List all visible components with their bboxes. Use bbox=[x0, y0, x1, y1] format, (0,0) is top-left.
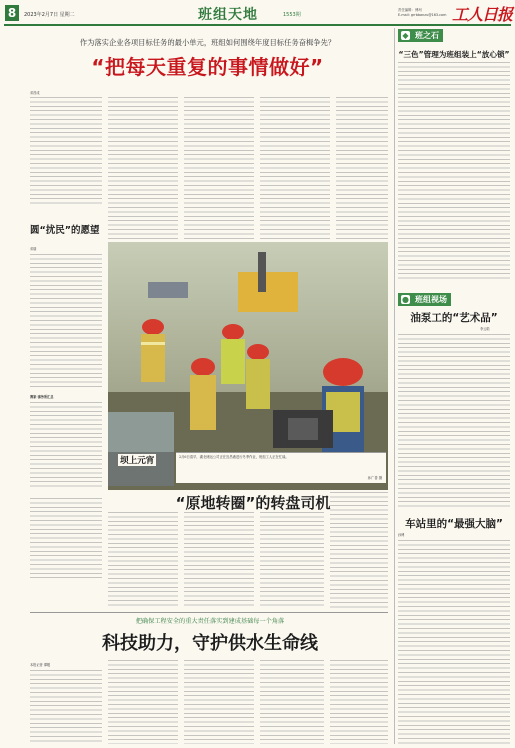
box2-label: ● 班组视场 bbox=[398, 293, 451, 306]
water-story-author: 本报记者 谭嫒 bbox=[30, 663, 51, 667]
water-story-body-col4 bbox=[260, 660, 324, 744]
section-name: 班组天地 bbox=[198, 7, 258, 23]
box2-author: 李云皓 bbox=[480, 327, 490, 331]
lead-body-col5 bbox=[336, 97, 388, 239]
driver-photo-illustration bbox=[108, 412, 174, 486]
driver-story-title: “原地转圈”的转盘司机 bbox=[175, 494, 331, 512]
editor-line: 责任编辑：博坷 bbox=[398, 8, 422, 12]
driver-story-body-col1 bbox=[30, 498, 102, 578]
masthead-rule bbox=[4, 24, 511, 26]
driver-story-body-col4 bbox=[260, 512, 324, 608]
camera-icon: ● bbox=[402, 295, 409, 304]
lead-kicker: 作为落实企业各项目标任务的最小单元，班组如何围绕年度目标任务奋楫争先？ bbox=[79, 38, 336, 47]
box1-label: ◆ 班之石 bbox=[398, 29, 443, 42]
lead-body-col3 bbox=[184, 97, 254, 239]
box1-headline: “三色”管理为班组装上“放心锁” bbox=[398, 50, 510, 59]
driver-story-body-col5 bbox=[330, 492, 388, 608]
section-issue: 1553期 bbox=[283, 12, 301, 18]
driver-story-body-col2 bbox=[108, 512, 178, 608]
column-one-body-2 bbox=[30, 402, 102, 490]
worker-figure bbox=[221, 324, 245, 384]
worker-figure bbox=[246, 344, 270, 409]
box2-body bbox=[398, 334, 510, 510]
photo-caption-box bbox=[176, 452, 386, 483]
water-story-rule bbox=[30, 612, 388, 613]
water-story-headline: 科技助力，守护供水生命线 bbox=[102, 633, 318, 654]
column-one-body bbox=[30, 254, 102, 389]
lead-author: 邓昌成 bbox=[30, 91, 40, 95]
water-story-body-col5 bbox=[330, 660, 388, 744]
column-one-author: 邓瑞 bbox=[30, 247, 37, 251]
paper-logo: 工人日报 bbox=[452, 5, 513, 24]
water-story-body-col2 bbox=[108, 660, 178, 744]
column-one-title: 圆“扰民”的愿望 bbox=[30, 225, 100, 236]
box3-body bbox=[398, 540, 510, 744]
water-story-body-col3 bbox=[184, 660, 254, 744]
box3-headline: 车站里的“最强大脑” bbox=[405, 518, 503, 530]
leaf-icon: ◆ bbox=[402, 31, 409, 40]
water-story-kicker: 把确保工程安全的重大责任落实到建成基础每一个角落 bbox=[135, 618, 285, 625]
right-column-divider bbox=[394, 28, 395, 744]
lead-body-col2 bbox=[108, 97, 178, 239]
water-story-body-col1 bbox=[30, 670, 102, 744]
driver-story-body-col3 bbox=[184, 512, 254, 608]
photo-credit: 孙广善 摄 bbox=[367, 476, 382, 480]
driver-photo-caption: 坝上元宵 bbox=[120, 456, 155, 466]
subhead-left: 赛家·事务所汇总 bbox=[30, 395, 54, 399]
lead-headline: “把每天重复的事情做好” bbox=[91, 55, 324, 79]
photo-caption: 2月6日清早，湖北储运公司正在宜昌港进行冬季作业，班组工人正在忙碌。 bbox=[179, 455, 289, 459]
worker-figure bbox=[190, 358, 216, 430]
driver-photo bbox=[108, 412, 174, 486]
date-line: 2023年2月7日 星期二 bbox=[24, 12, 75, 18]
contact-line: E-mail: grrbbanzu@163.com bbox=[398, 13, 447, 17]
lead-body-col4 bbox=[260, 97, 330, 239]
box2-headline: 油泵工的“艺术品” bbox=[410, 312, 498, 324]
lead-body-col1 bbox=[30, 97, 102, 207]
page-number-badge: 8 bbox=[5, 5, 19, 21]
box1-body bbox=[398, 62, 510, 280]
worker-figure bbox=[141, 319, 165, 382]
box3-author: 孙博 bbox=[398, 533, 405, 537]
